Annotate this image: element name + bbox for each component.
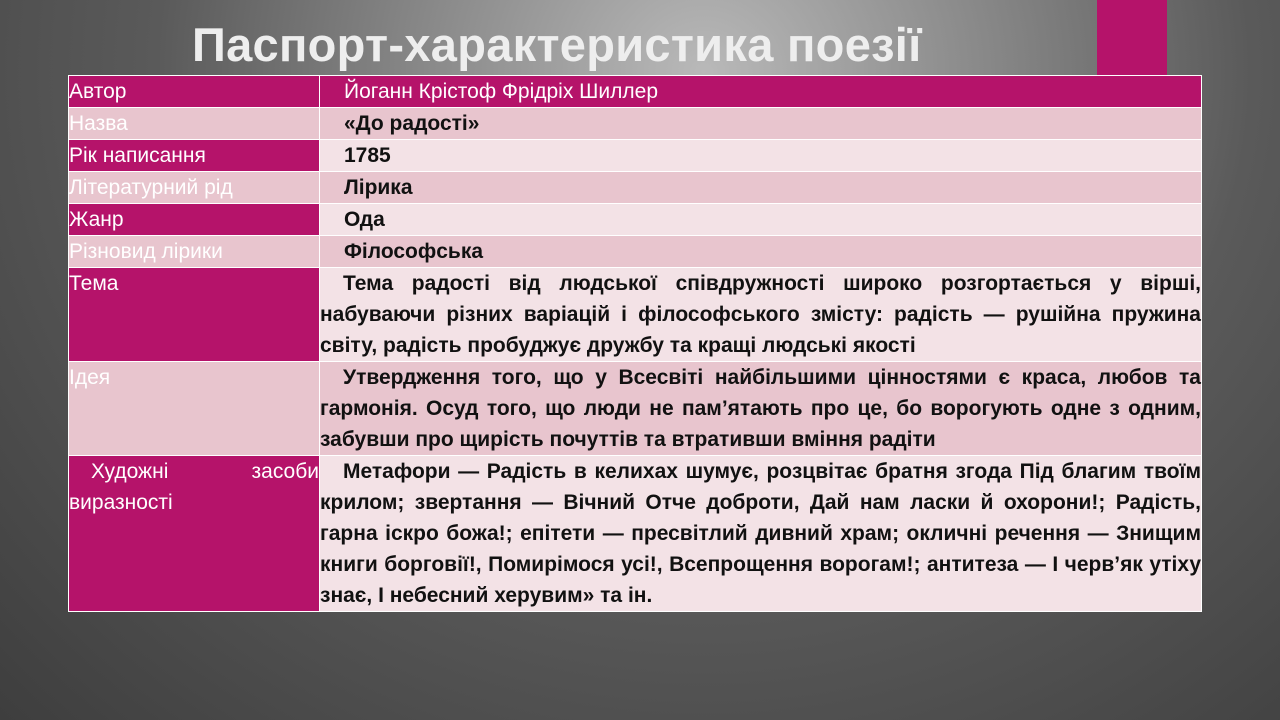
row-label-author: Автор bbox=[69, 76, 320, 108]
table-row bbox=[69, 456, 1202, 612]
row-value-author: Йоганн Крістоф Фрідріх Шиллер bbox=[320, 76, 1202, 108]
row-value-theme: Тема радості від людської співдружності широко розгортається у вірші, набуваючи різних варіацій і філософського змісту: радість — рушійна пружина світу, радість пробуджує дружбу та кращі людські якості bbox=[320, 268, 1202, 362]
row-label-theme: Тема bbox=[69, 268, 320, 362]
row-value-devices: Метафори — Радість в келихах шумує, розцвітає братня згода Під благим твоїм крилом; звертання — Вічний Отче доброти, Дай нам ласки й охорони!; Радість, гарна іскро божа!; епітети — пресвітлий дивний храм; окличні речення — Знищим книги борговії!, Помирімося усі!, Всепрощення ворогам!; антитеза — І черв’як утіху знає, І небесний херувим» та ін. bbox=[320, 456, 1202, 612]
row-label-title: Назва bbox=[69, 108, 320, 140]
table-row bbox=[69, 204, 1202, 236]
table-row bbox=[69, 268, 1202, 362]
table-row bbox=[69, 108, 1202, 140]
accent-bar bbox=[1097, 0, 1167, 78]
table-row bbox=[69, 362, 1202, 456]
table-row bbox=[69, 76, 1202, 108]
table-row bbox=[69, 236, 1202, 268]
row-value-title: «До радості» bbox=[320, 108, 1202, 140]
row-value-lyric-type: Філософська bbox=[320, 236, 1202, 268]
row-label-devices: Художні засоби виразності bbox=[69, 456, 320, 612]
slide-title: Паспорт-характеристика поезії bbox=[192, 18, 922, 71]
row-value-idea: Утвердження того, що у Всесвіті найбільшими цінностями є краса, любов та гармонія. Осуд того, що люди не пам’ятають про це, бо ворогують одне з одним, забувши про щирість почуттів та втративши вміння радіти bbox=[320, 362, 1202, 456]
row-label-idea: Ідея bbox=[69, 362, 320, 456]
row-label-genre: Жанр bbox=[69, 204, 320, 236]
row-value-literary-kind: Лірика bbox=[320, 172, 1202, 204]
passport-table bbox=[68, 75, 1202, 612]
row-value-genre: Ода bbox=[320, 204, 1202, 236]
row-label-year: Рік написання bbox=[69, 140, 320, 172]
row-value-year: 1785 bbox=[320, 140, 1202, 172]
row-label-lyric-type: Різновид лірики bbox=[69, 236, 320, 268]
row-label-literary-kind: Літературний рід bbox=[69, 172, 320, 204]
table-row bbox=[69, 140, 1202, 172]
table-row bbox=[69, 172, 1202, 204]
